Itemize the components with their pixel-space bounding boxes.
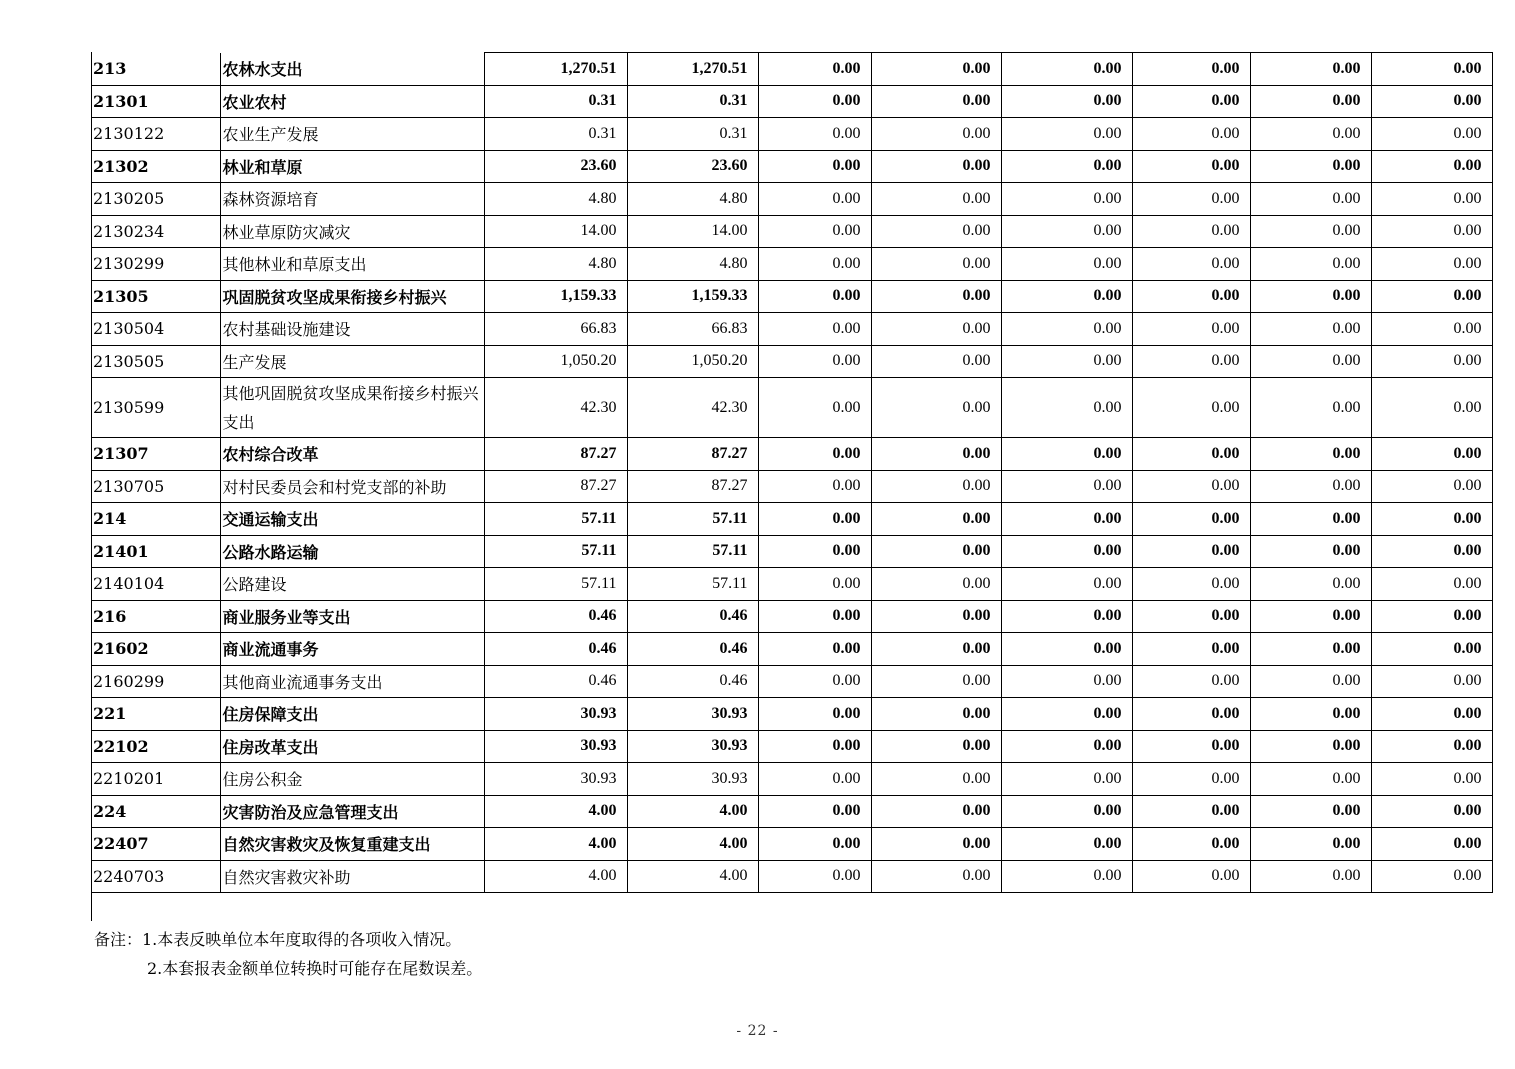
amount-cell: 0.00 bbox=[1371, 280, 1492, 313]
amount-cell: 0.00 bbox=[1371, 503, 1492, 536]
table-row bbox=[91, 378, 1492, 438]
subject-name-cell: 公路水路运输 bbox=[220, 535, 484, 568]
amount-cell: 0.00 bbox=[1132, 568, 1250, 601]
table-row bbox=[91, 118, 1492, 151]
amount-cell: 0.00 bbox=[1250, 118, 1371, 151]
amount-cell: 0.00 bbox=[1001, 438, 1132, 471]
amount-cell: 0.00 bbox=[1132, 85, 1250, 118]
subject-name-cell: 住房保障支出 bbox=[220, 698, 484, 731]
subject-name-cell: 农村综合改革 bbox=[220, 438, 484, 471]
amount-cell: 0.46 bbox=[627, 633, 758, 666]
amount-cell: 0.00 bbox=[1250, 503, 1371, 536]
amount-cell: 0.00 bbox=[1132, 345, 1250, 378]
amount-cell: 0.00 bbox=[871, 795, 1001, 828]
amount-cell: 0.00 bbox=[1371, 378, 1492, 438]
table-row bbox=[91, 730, 1492, 763]
amount-cell: 0.00 bbox=[1371, 665, 1492, 698]
amount-cell: 0.00 bbox=[871, 568, 1001, 601]
amount-cell: 57.11 bbox=[484, 503, 627, 536]
amount-cell: 0.00 bbox=[758, 183, 871, 216]
subject-code-cell: 21602 bbox=[91, 633, 220, 666]
amount-cell: 0.00 bbox=[1132, 795, 1250, 828]
amount-cell: 30.93 bbox=[627, 730, 758, 763]
amount-cell: 0.00 bbox=[1250, 183, 1371, 216]
amount-cell: 0.00 bbox=[871, 378, 1001, 438]
amount-cell: 0.00 bbox=[871, 665, 1001, 698]
table-row bbox=[91, 568, 1492, 601]
amount-cell: 0.00 bbox=[1132, 248, 1250, 281]
subject-name-cell: 其他林业和草原支出 bbox=[220, 248, 484, 281]
amount-cell: 0.00 bbox=[871, 313, 1001, 346]
amount-cell: 14.00 bbox=[484, 215, 627, 248]
amount-cell: 0.00 bbox=[1001, 85, 1132, 118]
amount-cell: 23.60 bbox=[627, 150, 758, 183]
subject-name-cell: 农林水支出 bbox=[220, 53, 484, 86]
amount-cell: 0.00 bbox=[1250, 600, 1371, 633]
amount-cell: 0.00 bbox=[1001, 470, 1132, 503]
table-row bbox=[91, 85, 1492, 118]
amount-cell: 0.00 bbox=[1371, 763, 1492, 796]
amount-cell: 0.31 bbox=[627, 118, 758, 151]
table-row bbox=[91, 438, 1492, 471]
amount-cell: 4.80 bbox=[484, 248, 627, 281]
amount-cell: 4.00 bbox=[627, 860, 758, 893]
amount-cell: 0.00 bbox=[1132, 633, 1250, 666]
amount-cell: 0.00 bbox=[1001, 568, 1132, 601]
amount-cell: 0.00 bbox=[758, 600, 871, 633]
amount-cell: 0.00 bbox=[1371, 795, 1492, 828]
amount-cell: 4.00 bbox=[484, 860, 627, 893]
amount-cell: 30.93 bbox=[484, 730, 627, 763]
subject-name-cell: 林业和草原 bbox=[220, 150, 484, 183]
amount-cell: 0.00 bbox=[1001, 763, 1132, 796]
amount-cell: 0.31 bbox=[484, 85, 627, 118]
amount-cell: 0.00 bbox=[1132, 118, 1250, 151]
amount-cell: 0.00 bbox=[758, 860, 871, 893]
amount-cell: 0.00 bbox=[1132, 535, 1250, 568]
table-row bbox=[91, 215, 1492, 248]
amount-cell: 0.00 bbox=[1250, 313, 1371, 346]
amount-cell: 87.27 bbox=[484, 438, 627, 471]
table-row bbox=[91, 183, 1492, 216]
subject-name-cell: 交通运输支出 bbox=[220, 503, 484, 536]
amount-cell: 0.00 bbox=[1001, 633, 1132, 666]
amount-cell: 0.00 bbox=[1250, 345, 1371, 378]
amount-cell: 0.00 bbox=[758, 248, 871, 281]
subject-code-cell: 2130505 bbox=[91, 345, 220, 378]
amount-cell: 0.00 bbox=[1371, 150, 1492, 183]
amount-cell: 0.00 bbox=[871, 183, 1001, 216]
table-row bbox=[91, 470, 1492, 503]
amount-cell: 4.00 bbox=[627, 795, 758, 828]
amount-cell: 0.00 bbox=[1371, 438, 1492, 471]
amount-cell: 0.46 bbox=[627, 665, 758, 698]
amount-cell: 1,159.33 bbox=[627, 280, 758, 313]
amount-cell: 0.00 bbox=[758, 568, 871, 601]
amount-cell: 0.00 bbox=[758, 730, 871, 763]
amount-cell: 0.00 bbox=[1001, 600, 1132, 633]
amount-cell: 57.11 bbox=[484, 535, 627, 568]
amount-cell: 0.00 bbox=[1371, 345, 1492, 378]
subject-name-cell: 农村基础设施建设 bbox=[220, 313, 484, 346]
subject-code-cell: 221 bbox=[91, 698, 220, 731]
amount-cell: 0.00 bbox=[1250, 763, 1371, 796]
table-row bbox=[91, 535, 1492, 568]
amount-cell: 0.00 bbox=[1371, 698, 1492, 731]
amount-cell: 42.30 bbox=[627, 378, 758, 438]
subject-code-cell: 2130299 bbox=[91, 248, 220, 281]
amount-cell: 0.00 bbox=[1371, 248, 1492, 281]
amount-cell: 0.00 bbox=[1001, 378, 1132, 438]
amount-cell: 0.00 bbox=[1001, 150, 1132, 183]
amount-cell: 0.00 bbox=[758, 150, 871, 183]
note-line-1: 备注：1.本表反映单位本年度取得的各项收入情况。 bbox=[94, 930, 462, 949]
subject-name-cell: 森林资源培育 bbox=[220, 183, 484, 216]
amount-cell: 0.00 bbox=[1250, 280, 1371, 313]
amount-cell: 0.00 bbox=[1250, 568, 1371, 601]
amount-cell: 0.00 bbox=[1250, 698, 1371, 731]
subject-name-cell: 商业服务业等支出 bbox=[220, 600, 484, 633]
amount-cell: 0.00 bbox=[1371, 118, 1492, 151]
amount-cell: 0.00 bbox=[1132, 215, 1250, 248]
amount-cell: 4.00 bbox=[484, 795, 627, 828]
amount-cell: 0.00 bbox=[871, 860, 1001, 893]
amount-cell: 0.00 bbox=[1132, 53, 1250, 86]
subject-name-cell: 住房公积金 bbox=[220, 763, 484, 796]
amount-cell: 57.11 bbox=[627, 535, 758, 568]
amount-cell: 0.31 bbox=[627, 85, 758, 118]
amount-cell: 0.00 bbox=[758, 280, 871, 313]
amount-cell: 0.00 bbox=[1371, 730, 1492, 763]
amount-cell: 0.00 bbox=[1371, 535, 1492, 568]
amount-cell: 0.00 bbox=[1371, 85, 1492, 118]
notes bbox=[94, 925, 482, 983]
amount-cell: 0.00 bbox=[758, 795, 871, 828]
amount-cell: 66.83 bbox=[627, 313, 758, 346]
amount-cell: 0.00 bbox=[1132, 600, 1250, 633]
amount-cell: 0.00 bbox=[1250, 438, 1371, 471]
subject-name-cell: 林业草原防灾减灾 bbox=[220, 215, 484, 248]
subject-name-cell: 其他商业流通事务支出 bbox=[220, 665, 484, 698]
subject-code-cell: 224 bbox=[91, 795, 220, 828]
amount-cell: 0.00 bbox=[1132, 730, 1250, 763]
amount-cell: 0.00 bbox=[1001, 53, 1132, 86]
subject-name-cell: 生产发展 bbox=[220, 345, 484, 378]
amount-cell: 66.83 bbox=[484, 313, 627, 346]
amount-cell: 0.00 bbox=[871, 730, 1001, 763]
amount-cell: 0.00 bbox=[758, 85, 871, 118]
amount-cell: 87.27 bbox=[627, 470, 758, 503]
amount-cell: 0.00 bbox=[1250, 378, 1371, 438]
amount-cell: 0.00 bbox=[1001, 183, 1132, 216]
amount-cell: 0.00 bbox=[871, 438, 1001, 471]
table-body bbox=[91, 53, 1492, 893]
amount-cell: 0.00 bbox=[758, 828, 871, 861]
subject-name-cell: 灾害防治及应急管理支出 bbox=[220, 795, 484, 828]
amount-cell: 0.00 bbox=[758, 763, 871, 796]
amount-cell: 0.46 bbox=[484, 633, 627, 666]
amount-cell: 0.00 bbox=[871, 150, 1001, 183]
amount-cell: 0.00 bbox=[871, 698, 1001, 731]
amount-cell: 0.00 bbox=[1250, 828, 1371, 861]
amount-cell: 0.00 bbox=[1001, 698, 1132, 731]
amount-cell: 0.00 bbox=[1250, 215, 1371, 248]
note-line-2: 2.本套报表金额单位转换时可能存在尾数误差。 bbox=[147, 959, 483, 978]
amount-cell: 1,050.20 bbox=[484, 345, 627, 378]
subject-name-cell: 对村民委员会和村党支部的补助 bbox=[220, 470, 484, 503]
amount-cell: 0.00 bbox=[871, 53, 1001, 86]
table-row bbox=[91, 150, 1492, 183]
amount-cell: 0.00 bbox=[1371, 215, 1492, 248]
amount-cell: 4.00 bbox=[627, 828, 758, 861]
amount-cell: 30.93 bbox=[627, 763, 758, 796]
amount-cell: 0.00 bbox=[1001, 730, 1132, 763]
amount-cell: 0.00 bbox=[758, 378, 871, 438]
amount-cell: 0.00 bbox=[1371, 633, 1492, 666]
amount-cell: 0.00 bbox=[1132, 183, 1250, 216]
amount-cell: 0.00 bbox=[1132, 150, 1250, 183]
subject-code-cell: 2240703 bbox=[91, 860, 220, 893]
amount-cell: 0.00 bbox=[1132, 503, 1250, 536]
amount-cell: 0.00 bbox=[1250, 150, 1371, 183]
table-row bbox=[91, 600, 1492, 633]
table-row bbox=[91, 313, 1492, 346]
amount-cell: 0.00 bbox=[1001, 665, 1132, 698]
amount-cell: 0.46 bbox=[627, 600, 758, 633]
amount-cell: 4.80 bbox=[627, 183, 758, 216]
table-row bbox=[91, 698, 1492, 731]
amount-cell: 0.00 bbox=[758, 535, 871, 568]
subject-code-cell: 2210201 bbox=[91, 763, 220, 796]
amount-cell: 0.00 bbox=[758, 345, 871, 378]
amount-cell: 30.93 bbox=[484, 763, 627, 796]
amount-cell: 0.00 bbox=[1132, 763, 1250, 796]
subject-name-cell: 自然灾害救灾补助 bbox=[220, 860, 484, 893]
amount-cell: 0.46 bbox=[484, 665, 627, 698]
amount-cell: 0.00 bbox=[1001, 860, 1132, 893]
amount-cell: 0.00 bbox=[1132, 378, 1250, 438]
amount-cell: 0.00 bbox=[1250, 730, 1371, 763]
amount-cell: 0.00 bbox=[1001, 280, 1132, 313]
amount-cell: 0.00 bbox=[1001, 828, 1132, 861]
amount-cell: 0.00 bbox=[1132, 860, 1250, 893]
amount-cell: 0.00 bbox=[1001, 535, 1132, 568]
subject-code-cell: 2130705 bbox=[91, 470, 220, 503]
amount-cell: 1,159.33 bbox=[484, 280, 627, 313]
amount-cell: 0.00 bbox=[758, 438, 871, 471]
amount-cell: 0.00 bbox=[871, 535, 1001, 568]
amount-cell: 0.00 bbox=[871, 215, 1001, 248]
amount-cell: 0.00 bbox=[1250, 470, 1371, 503]
subject-name-cell: 巩固脱贫攻坚成果衔接乡村振兴 bbox=[220, 280, 484, 313]
amount-cell: 0.00 bbox=[871, 503, 1001, 536]
amount-cell: 0.00 bbox=[1371, 568, 1492, 601]
amount-cell: 1,050.20 bbox=[627, 345, 758, 378]
amount-cell: 0.00 bbox=[1001, 118, 1132, 151]
amount-cell: 0.31 bbox=[484, 118, 627, 151]
table-row bbox=[91, 633, 1492, 666]
amount-cell: 0.00 bbox=[1371, 53, 1492, 86]
amount-cell: 0.00 bbox=[758, 665, 871, 698]
amount-cell: 0.00 bbox=[1250, 665, 1371, 698]
table-row bbox=[91, 280, 1492, 313]
table-row bbox=[91, 828, 1492, 861]
amount-cell: 0.00 bbox=[1132, 665, 1250, 698]
subject-name-cell: 自然灾害救灾及恢复重建支出 bbox=[220, 828, 484, 861]
table-row bbox=[91, 665, 1492, 698]
amount-cell: 23.60 bbox=[484, 150, 627, 183]
amount-cell: 0.00 bbox=[1371, 470, 1492, 503]
amount-cell: 0.00 bbox=[1001, 313, 1132, 346]
amount-cell: 0.00 bbox=[1001, 503, 1132, 536]
amount-cell: 30.93 bbox=[484, 698, 627, 731]
subject-code-cell: 21401 bbox=[91, 535, 220, 568]
subject-name-cell: 其他巩固脱贫攻坚成果衔接乡村振兴支出 bbox=[220, 378, 484, 438]
subject-code-cell: 2160299 bbox=[91, 665, 220, 698]
table-row bbox=[91, 763, 1492, 796]
amount-cell: 0.00 bbox=[1371, 313, 1492, 346]
amount-cell: 0.00 bbox=[1001, 345, 1132, 378]
amount-cell: 87.27 bbox=[627, 438, 758, 471]
amount-cell: 0.00 bbox=[871, 248, 1001, 281]
amount-cell: 0.00 bbox=[1250, 53, 1371, 86]
subject-code-cell: 2130599 bbox=[91, 378, 220, 438]
page-number: - 22 - bbox=[736, 1023, 779, 1039]
subject-code-cell: 2130205 bbox=[91, 183, 220, 216]
amount-cell: 0.00 bbox=[758, 633, 871, 666]
amount-cell: 30.93 bbox=[627, 698, 758, 731]
table-row bbox=[91, 860, 1492, 893]
amount-cell: 0.00 bbox=[871, 118, 1001, 151]
subject-code-cell: 2130122 bbox=[91, 118, 220, 151]
amount-cell: 0.00 bbox=[758, 53, 871, 86]
amount-cell: 0.00 bbox=[1001, 215, 1132, 248]
amount-cell: 0.00 bbox=[871, 828, 1001, 861]
table-row bbox=[91, 795, 1492, 828]
amount-cell: 57.11 bbox=[627, 568, 758, 601]
amount-cell: 0.00 bbox=[871, 633, 1001, 666]
amount-cell: 4.00 bbox=[484, 828, 627, 861]
subject-code-cell: 21302 bbox=[91, 150, 220, 183]
amount-cell: 0.00 bbox=[871, 763, 1001, 796]
table-row bbox=[91, 248, 1492, 281]
amount-cell: 0.00 bbox=[1250, 535, 1371, 568]
amount-cell: 0.00 bbox=[758, 698, 871, 731]
amount-cell: 87.27 bbox=[484, 470, 627, 503]
amount-cell: 0.00 bbox=[1001, 248, 1132, 281]
amount-cell: 0.00 bbox=[1001, 795, 1132, 828]
amount-cell: 4.80 bbox=[627, 248, 758, 281]
amount-cell: 57.11 bbox=[484, 568, 627, 601]
amount-cell: 0.00 bbox=[871, 345, 1001, 378]
subject-code-cell: 22407 bbox=[91, 828, 220, 861]
amount-cell: 0.00 bbox=[871, 280, 1001, 313]
subject-code-cell: 213 bbox=[91, 53, 220, 86]
amount-cell: 0.46 bbox=[484, 600, 627, 633]
amount-cell: 0.00 bbox=[1250, 248, 1371, 281]
amount-cell: 0.00 bbox=[1250, 860, 1371, 893]
subject-code-cell: 2130504 bbox=[91, 313, 220, 346]
amount-cell: 0.00 bbox=[758, 215, 871, 248]
subject-name-cell: 住房改革支出 bbox=[220, 730, 484, 763]
amount-cell: 0.00 bbox=[1250, 633, 1371, 666]
amount-cell: 0.00 bbox=[758, 118, 871, 151]
amount-cell: 0.00 bbox=[1371, 860, 1492, 893]
table-row bbox=[91, 53, 1492, 86]
amount-cell: 0.00 bbox=[758, 470, 871, 503]
subject-code-cell: 214 bbox=[91, 503, 220, 536]
amount-cell: 0.00 bbox=[1132, 828, 1250, 861]
amount-cell: 0.00 bbox=[1371, 600, 1492, 633]
subject-code-cell: 21305 bbox=[91, 280, 220, 313]
subject-code-cell: 21307 bbox=[91, 438, 220, 471]
amount-cell: 0.00 bbox=[1371, 828, 1492, 861]
amount-cell: 0.00 bbox=[1132, 470, 1250, 503]
amount-cell: 0.00 bbox=[758, 313, 871, 346]
subject-code-cell: 216 bbox=[91, 600, 220, 633]
subject-code-cell: 22102 bbox=[91, 730, 220, 763]
amount-cell: 4.80 bbox=[484, 183, 627, 216]
subject-name-cell: 农业农村 bbox=[220, 85, 484, 118]
amount-cell: 0.00 bbox=[1132, 698, 1250, 731]
amount-cell: 0.00 bbox=[871, 470, 1001, 503]
table-row bbox=[91, 503, 1492, 536]
subject-name-cell: 农业生产发展 bbox=[220, 118, 484, 151]
amount-cell: 0.00 bbox=[871, 85, 1001, 118]
amount-cell: 0.00 bbox=[871, 600, 1001, 633]
amount-cell: 0.00 bbox=[1371, 183, 1492, 216]
amount-cell: 1,270.51 bbox=[627, 53, 758, 86]
amount-cell: 0.00 bbox=[1132, 438, 1250, 471]
amount-cell: 42.30 bbox=[484, 378, 627, 438]
amount-cell: 0.00 bbox=[1132, 313, 1250, 346]
amount-cell: 0.00 bbox=[1132, 280, 1250, 313]
amount-cell: 1,270.51 bbox=[484, 53, 627, 86]
subject-name-cell: 公路建设 bbox=[220, 568, 484, 601]
amount-cell: 0.00 bbox=[1250, 795, 1371, 828]
amount-cell: 0.00 bbox=[1250, 85, 1371, 118]
subject-name-cell: 商业流通事务 bbox=[220, 633, 484, 666]
amount-cell: 57.11 bbox=[627, 503, 758, 536]
amount-cell: 14.00 bbox=[627, 215, 758, 248]
subject-code-cell: 21301 bbox=[91, 85, 220, 118]
subject-code-cell: 2130234 bbox=[91, 215, 220, 248]
income-table bbox=[91, 52, 1493, 893]
subject-code-cell: 2140104 bbox=[91, 568, 220, 601]
table-row bbox=[91, 345, 1492, 378]
amount-cell: 0.00 bbox=[758, 503, 871, 536]
